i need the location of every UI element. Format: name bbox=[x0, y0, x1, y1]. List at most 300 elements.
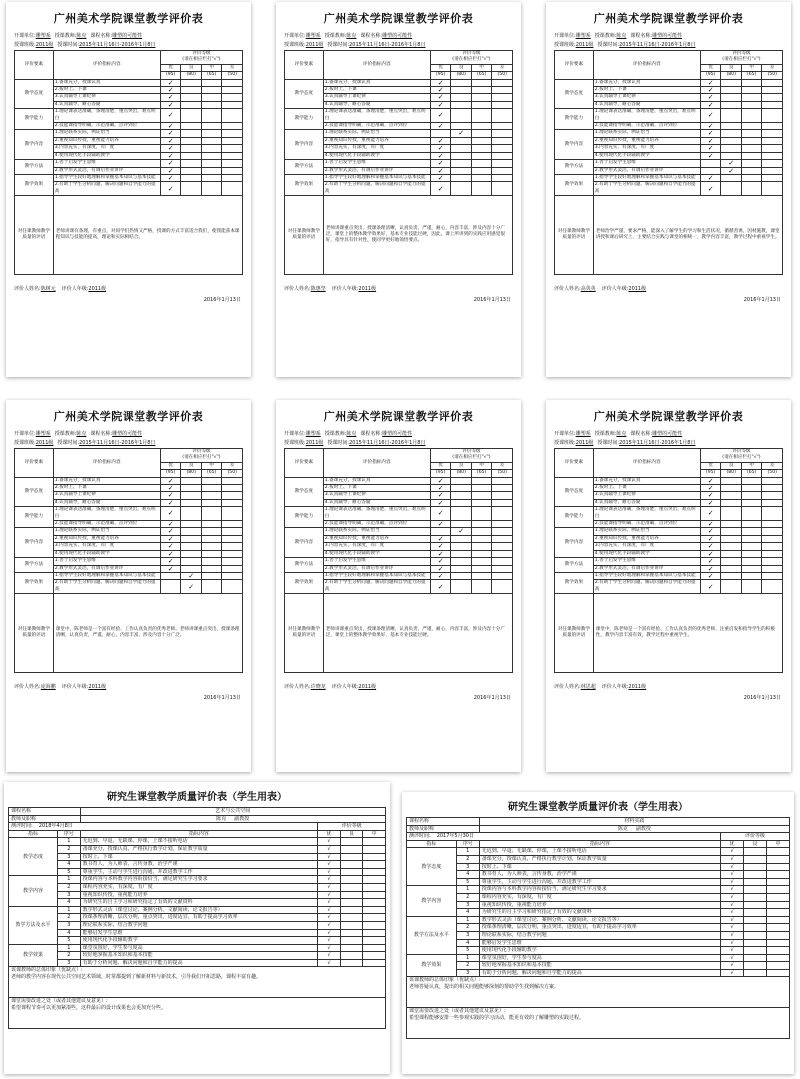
grade-cell[interactable] bbox=[222, 507, 243, 521]
check-mark-cell[interactable]: √ bbox=[721, 863, 744, 871]
grade-cell[interactable] bbox=[181, 507, 202, 521]
check-mark-cell[interactable]: √ bbox=[721, 969, 744, 977]
check-mark-cell[interactable]: ✓ bbox=[160, 123, 181, 130]
grade-cell[interactable] bbox=[222, 79, 243, 86]
grade-cell[interactable] bbox=[741, 101, 762, 108]
check-mark-cell[interactable]: ✓ bbox=[430, 580, 451, 594]
grade-cell[interactable] bbox=[222, 145, 243, 152]
grade-cell[interactable] bbox=[762, 101, 783, 108]
check-mark-cell[interactable]: ✓ bbox=[160, 492, 181, 499]
grade-cell[interactable] bbox=[721, 182, 742, 196]
grade-cell[interactable] bbox=[762, 87, 783, 94]
grade-cell[interactable] bbox=[451, 87, 472, 94]
check-mark-cell[interactable]: ✓ bbox=[160, 109, 181, 123]
check-mark-cell[interactable]: ✓ bbox=[430, 492, 451, 499]
grade-cell[interactable] bbox=[340, 891, 363, 899]
grade-cell[interactable] bbox=[451, 137, 472, 144]
grade-cell[interactable] bbox=[451, 492, 472, 499]
check-mark-cell[interactable]: √ bbox=[721, 855, 744, 863]
check-mark-cell[interactable]: ✓ bbox=[700, 485, 721, 492]
check-mark-cell[interactable]: √ bbox=[318, 959, 341, 967]
check-mark-cell[interactable]: √ bbox=[318, 853, 341, 861]
check-mark-cell[interactable]: ✓ bbox=[430, 160, 451, 167]
grade-cell[interactable] bbox=[363, 944, 386, 952]
grade-cell[interactable] bbox=[451, 535, 472, 542]
check-mark-cell[interactable]: ✓ bbox=[700, 535, 721, 542]
grade-cell[interactable] bbox=[744, 924, 767, 932]
check-mark-cell[interactable]: ✓ bbox=[700, 137, 721, 144]
grade-cell[interactable] bbox=[721, 174, 742, 181]
grade-cell[interactable] bbox=[744, 947, 767, 955]
check-mark-cell[interactable]: ✓ bbox=[700, 477, 721, 484]
grade-cell[interactable] bbox=[721, 550, 742, 557]
grade-cell[interactable] bbox=[744, 916, 767, 924]
grade-cell[interactable] bbox=[181, 109, 202, 123]
grade-cell[interactable] bbox=[492, 167, 513, 174]
grade-cell[interactable] bbox=[222, 174, 243, 181]
check-mark-cell[interactable]: √ bbox=[721, 939, 744, 947]
check-mark-cell[interactable]: ✓ bbox=[160, 535, 181, 542]
grade-cell[interactable] bbox=[201, 528, 222, 535]
grade-cell[interactable] bbox=[222, 130, 243, 137]
grade-cell[interactable] bbox=[201, 477, 222, 484]
grade-cell[interactable] bbox=[492, 145, 513, 152]
check-mark-cell[interactable]: ✓ bbox=[160, 101, 181, 108]
grade-cell[interactable] bbox=[492, 87, 513, 94]
grade-cell[interactable] bbox=[721, 485, 742, 492]
check-mark-cell[interactable]: ✓ bbox=[160, 543, 181, 550]
check-mark-cell[interactable]: ✓ bbox=[160, 152, 181, 159]
grade-cell[interactable] bbox=[721, 580, 742, 594]
grade-cell[interactable] bbox=[201, 152, 222, 159]
check-mark-cell[interactable]: ✓ bbox=[430, 87, 451, 94]
check-mark-cell[interactable]: ✓ bbox=[160, 130, 181, 137]
grade-cell[interactable] bbox=[471, 558, 492, 565]
grade-cell[interactable] bbox=[767, 909, 790, 917]
check-mark-cell[interactable]: √ bbox=[721, 947, 744, 955]
check-mark-cell[interactable]: ✓ bbox=[430, 101, 451, 108]
check-mark-cell[interactable]: ✓ bbox=[700, 550, 721, 557]
grade-cell[interactable] bbox=[340, 937, 363, 945]
grade-cell[interactable] bbox=[181, 182, 202, 196]
grade-cell[interactable] bbox=[767, 855, 790, 863]
grade-cell[interactable] bbox=[492, 550, 513, 557]
grade-cell[interactable] bbox=[363, 914, 386, 922]
grade-cell[interactable] bbox=[471, 123, 492, 130]
grade-cell[interactable] bbox=[181, 521, 202, 528]
check-mark-cell[interactable]: √ bbox=[318, 876, 341, 884]
check-mark-cell[interactable]: ✓ bbox=[430, 535, 451, 542]
grade-cell[interactable] bbox=[222, 528, 243, 535]
grade-cell[interactable] bbox=[762, 528, 783, 535]
grade-cell[interactable] bbox=[363, 899, 386, 907]
grade-cell[interactable] bbox=[471, 492, 492, 499]
check-mark-cell[interactable]: √ bbox=[721, 886, 744, 894]
check-mark-cell[interactable]: ✓ bbox=[160, 521, 181, 528]
grade-cell[interactable] bbox=[181, 535, 202, 542]
check-mark-cell[interactable]: ✓ bbox=[160, 558, 181, 565]
grade-cell[interactable] bbox=[222, 521, 243, 528]
grade-cell[interactable] bbox=[340, 853, 363, 861]
grade-cell[interactable] bbox=[762, 130, 783, 137]
grade-cell[interactable] bbox=[181, 130, 202, 137]
grade-cell[interactable] bbox=[201, 565, 222, 572]
grade-cell[interactable] bbox=[741, 109, 762, 123]
check-mark-cell[interactable]: ✓ bbox=[451, 528, 472, 535]
grade-cell[interactable] bbox=[492, 521, 513, 528]
grade-cell[interactable] bbox=[492, 79, 513, 86]
grade-cell[interactable] bbox=[451, 145, 472, 152]
grade-cell[interactable] bbox=[741, 565, 762, 572]
grade-cell[interactable] bbox=[744, 939, 767, 947]
grade-cell[interactable] bbox=[762, 492, 783, 499]
grade-cell[interactable] bbox=[363, 853, 386, 861]
grade-cell[interactable] bbox=[471, 152, 492, 159]
grade-cell[interactable] bbox=[181, 558, 202, 565]
grade-cell[interactable] bbox=[181, 528, 202, 535]
check-mark-cell[interactable]: √ bbox=[318, 868, 341, 876]
check-mark-cell[interactable]: √ bbox=[318, 891, 341, 899]
check-mark-cell[interactable]: ✓ bbox=[700, 79, 721, 86]
grade-cell[interactable] bbox=[492, 477, 513, 484]
grade-cell[interactable] bbox=[201, 130, 222, 137]
grade-cell[interactable] bbox=[741, 580, 762, 594]
grade-cell[interactable] bbox=[181, 543, 202, 550]
check-mark-cell[interactable]: √ bbox=[721, 909, 744, 917]
grade-cell[interactable] bbox=[741, 521, 762, 528]
check-mark-cell[interactable]: ✓ bbox=[160, 477, 181, 484]
check-mark-cell[interactable]: ✓ bbox=[700, 521, 721, 528]
grade-cell[interactable] bbox=[741, 543, 762, 550]
check-mark-cell[interactable]: ✓ bbox=[430, 521, 451, 528]
grade-cell[interactable] bbox=[721, 521, 742, 528]
grade-cell[interactable] bbox=[492, 572, 513, 579]
grade-cell[interactable] bbox=[201, 160, 222, 167]
grade-cell[interactable] bbox=[201, 550, 222, 557]
check-mark-cell[interactable]: ✓ bbox=[160, 182, 181, 196]
grade-cell[interactable] bbox=[762, 145, 783, 152]
check-mark-cell[interactable]: ✓ bbox=[430, 499, 451, 506]
grade-cell[interactable] bbox=[744, 954, 767, 962]
grade-cell[interactable] bbox=[741, 558, 762, 565]
check-mark-cell[interactable]: ✓ bbox=[700, 528, 721, 535]
grade-cell[interactable] bbox=[201, 492, 222, 499]
grade-cell[interactable] bbox=[222, 137, 243, 144]
grade-cell[interactable] bbox=[363, 845, 386, 853]
grade-cell[interactable] bbox=[741, 535, 762, 542]
grade-cell[interactable] bbox=[451, 109, 472, 123]
grade-cell[interactable] bbox=[201, 580, 222, 594]
check-mark-cell[interactable]: ✓ bbox=[430, 507, 451, 521]
check-mark-cell[interactable]: √ bbox=[318, 838, 341, 846]
check-mark-cell[interactable]: ✓ bbox=[721, 167, 742, 174]
grade-cell[interactable] bbox=[471, 485, 492, 492]
grade-cell[interactable] bbox=[721, 492, 742, 499]
grade-cell[interactable] bbox=[762, 558, 783, 565]
check-mark-cell[interactable]: ✓ bbox=[430, 94, 451, 101]
grade-cell[interactable] bbox=[767, 863, 790, 871]
grade-cell[interactable] bbox=[744, 878, 767, 886]
grade-cell[interactable] bbox=[492, 94, 513, 101]
grade-cell[interactable] bbox=[201, 499, 222, 506]
check-mark-cell[interactable]: √ bbox=[721, 962, 744, 970]
grade-cell[interactable] bbox=[201, 535, 222, 542]
grade-cell[interactable] bbox=[492, 152, 513, 159]
grade-cell[interactable] bbox=[451, 543, 472, 550]
grade-cell[interactable] bbox=[363, 929, 386, 937]
check-mark-cell[interactable]: √ bbox=[721, 848, 744, 856]
grade-cell[interactable] bbox=[471, 477, 492, 484]
check-mark-cell[interactable]: √ bbox=[318, 937, 341, 945]
check-mark-cell[interactable]: ✓ bbox=[700, 123, 721, 130]
grade-cell[interactable] bbox=[201, 123, 222, 130]
check-mark-cell[interactable]: ✓ bbox=[430, 167, 451, 174]
check-mark-cell[interactable]: ✓ bbox=[430, 109, 451, 123]
grade-cell[interactable] bbox=[762, 137, 783, 144]
grade-cell[interactable] bbox=[741, 485, 762, 492]
check-mark-cell[interactable]: ✓ bbox=[700, 109, 721, 123]
grade-cell[interactable] bbox=[492, 528, 513, 535]
grade-cell[interactable] bbox=[762, 485, 783, 492]
grade-cell[interactable] bbox=[451, 572, 472, 579]
grade-cell[interactable] bbox=[181, 123, 202, 130]
grade-cell[interactable] bbox=[741, 145, 762, 152]
grade-cell[interactable] bbox=[762, 182, 783, 196]
grade-cell[interactable] bbox=[201, 182, 222, 196]
grade-cell[interactable] bbox=[222, 94, 243, 101]
grade-cell[interactable] bbox=[471, 182, 492, 196]
grade-cell[interactable] bbox=[741, 507, 762, 521]
grade-cell[interactable] bbox=[363, 921, 386, 929]
check-mark-cell[interactable]: √ bbox=[318, 921, 341, 929]
grade-cell[interactable] bbox=[721, 558, 742, 565]
check-mark-cell[interactable]: ✓ bbox=[700, 507, 721, 521]
check-mark-cell[interactable]: ✓ bbox=[430, 543, 451, 550]
check-mark-cell[interactable]: ✓ bbox=[430, 137, 451, 144]
grade-cell[interactable] bbox=[721, 101, 742, 108]
grade-cell[interactable] bbox=[767, 954, 790, 962]
grade-cell[interactable] bbox=[762, 79, 783, 86]
grade-cell[interactable] bbox=[762, 123, 783, 130]
grade-cell[interactable] bbox=[492, 507, 513, 521]
grade-cell[interactable] bbox=[721, 528, 742, 535]
grade-cell[interactable] bbox=[340, 944, 363, 952]
grade-cell[interactable] bbox=[181, 174, 202, 181]
grade-cell[interactable] bbox=[363, 868, 386, 876]
check-mark-cell[interactable]: √ bbox=[318, 914, 341, 922]
check-mark-cell[interactable]: ✓ bbox=[160, 485, 181, 492]
grade-cell[interactable] bbox=[741, 174, 762, 181]
grade-cell[interactable] bbox=[340, 861, 363, 869]
grade-cell[interactable] bbox=[762, 499, 783, 506]
grade-cell[interactable] bbox=[492, 160, 513, 167]
grade-cell[interactable] bbox=[201, 167, 222, 174]
grade-cell[interactable] bbox=[201, 507, 222, 521]
check-mark-cell[interactable]: ✓ bbox=[700, 499, 721, 506]
grade-cell[interactable] bbox=[471, 137, 492, 144]
grade-cell[interactable] bbox=[741, 528, 762, 535]
grade-cell[interactable] bbox=[222, 543, 243, 550]
grade-cell[interactable] bbox=[762, 94, 783, 101]
grade-cell[interactable] bbox=[492, 101, 513, 108]
check-mark-cell[interactable]: ✓ bbox=[160, 79, 181, 86]
check-mark-cell[interactable]: ✓ bbox=[430, 550, 451, 557]
grade-cell[interactable] bbox=[340, 868, 363, 876]
grade-cell[interactable] bbox=[721, 499, 742, 506]
check-mark-cell[interactable]: ✓ bbox=[700, 94, 721, 101]
grade-cell[interactable] bbox=[451, 79, 472, 86]
check-mark-cell[interactable]: √ bbox=[721, 916, 744, 924]
grade-cell[interactable] bbox=[160, 572, 181, 579]
grade-cell[interactable] bbox=[471, 109, 492, 123]
grade-cell[interactable] bbox=[471, 565, 492, 572]
check-mark-cell[interactable]: ✓ bbox=[700, 565, 721, 572]
grade-cell[interactable] bbox=[767, 947, 790, 955]
grade-cell[interactable] bbox=[744, 969, 767, 977]
check-mark-cell[interactable]: √ bbox=[318, 952, 341, 960]
grade-cell[interactable] bbox=[767, 901, 790, 909]
grade-cell[interactable] bbox=[741, 130, 762, 137]
grade-cell[interactable] bbox=[201, 543, 222, 550]
grade-cell[interactable] bbox=[451, 160, 472, 167]
grade-cell[interactable] bbox=[471, 87, 492, 94]
grade-cell[interactable] bbox=[451, 580, 472, 594]
check-mark-cell[interactable]: √ bbox=[721, 878, 744, 886]
grade-cell[interactable] bbox=[363, 838, 386, 846]
grade-cell[interactable] bbox=[201, 87, 222, 94]
grade-cell[interactable] bbox=[767, 939, 790, 947]
grade-cell[interactable] bbox=[222, 182, 243, 196]
grade-cell[interactable] bbox=[744, 931, 767, 939]
grade-cell[interactable] bbox=[767, 924, 790, 932]
check-mark-cell[interactable]: ✓ bbox=[700, 580, 721, 594]
grade-cell[interactable] bbox=[222, 492, 243, 499]
grade-cell[interactable] bbox=[222, 558, 243, 565]
grade-cell[interactable] bbox=[181, 101, 202, 108]
grade-cell[interactable] bbox=[451, 565, 472, 572]
grade-cell[interactable] bbox=[721, 565, 742, 572]
check-mark-cell[interactable]: √ bbox=[318, 861, 341, 869]
grade-cell[interactable] bbox=[741, 572, 762, 579]
grade-cell[interactable] bbox=[471, 550, 492, 557]
grade-cell[interactable] bbox=[471, 101, 492, 108]
check-mark-cell[interactable]: ✓ bbox=[700, 558, 721, 565]
check-mark-cell[interactable]: ✓ bbox=[160, 174, 181, 181]
grade-cell[interactable] bbox=[222, 160, 243, 167]
grade-cell[interactable] bbox=[181, 137, 202, 144]
grade-cell[interactable] bbox=[741, 79, 762, 86]
check-mark-cell[interactable]: ✓ bbox=[430, 558, 451, 565]
grade-cell[interactable] bbox=[340, 845, 363, 853]
grade-cell[interactable] bbox=[201, 137, 222, 144]
grade-cell[interactable] bbox=[471, 167, 492, 174]
grade-cell[interactable] bbox=[471, 145, 492, 152]
grade-cell[interactable] bbox=[451, 101, 472, 108]
check-mark-cell[interactable]: √ bbox=[721, 901, 744, 909]
check-mark-cell[interactable]: ✓ bbox=[700, 130, 721, 137]
check-mark-cell[interactable]: √ bbox=[721, 871, 744, 879]
grade-cell[interactable] bbox=[451, 94, 472, 101]
check-mark-cell[interactable]: ✓ bbox=[430, 572, 451, 579]
check-mark-cell[interactable]: √ bbox=[721, 931, 744, 939]
grade-cell[interactable] bbox=[340, 906, 363, 914]
grade-cell[interactable] bbox=[201, 521, 222, 528]
grade-cell[interactable] bbox=[744, 901, 767, 909]
grade-cell[interactable] bbox=[363, 959, 386, 967]
check-mark-cell[interactable]: ✓ bbox=[430, 152, 451, 159]
grade-cell[interactable] bbox=[363, 883, 386, 891]
grade-cell[interactable] bbox=[492, 137, 513, 144]
grade-cell[interactable] bbox=[181, 477, 202, 484]
grade-cell[interactable] bbox=[744, 962, 767, 970]
grade-cell[interactable] bbox=[201, 79, 222, 86]
check-mark-cell[interactable]: ✓ bbox=[160, 94, 181, 101]
grade-cell[interactable] bbox=[721, 572, 742, 579]
grade-cell[interactable] bbox=[767, 848, 790, 856]
check-mark-cell[interactable]: ✓ bbox=[160, 550, 181, 557]
grade-cell[interactable] bbox=[363, 906, 386, 914]
grade-cell[interactable] bbox=[160, 580, 181, 594]
grade-cell[interactable] bbox=[492, 182, 513, 196]
grade-cell[interactable] bbox=[741, 492, 762, 499]
grade-cell[interactable] bbox=[222, 109, 243, 123]
grade-cell[interactable] bbox=[721, 477, 742, 484]
grade-cell[interactable] bbox=[492, 543, 513, 550]
grade-cell[interactable] bbox=[471, 528, 492, 535]
grade-cell[interactable] bbox=[762, 565, 783, 572]
grade-cell[interactable] bbox=[744, 848, 767, 856]
grade-cell[interactable] bbox=[451, 167, 472, 174]
grade-cell[interactable] bbox=[471, 535, 492, 542]
grade-cell[interactable] bbox=[451, 477, 472, 484]
grade-cell[interactable] bbox=[767, 871, 790, 879]
grade-cell[interactable] bbox=[471, 79, 492, 86]
grade-cell[interactable] bbox=[721, 94, 742, 101]
grade-cell[interactable] bbox=[767, 886, 790, 894]
check-mark-cell[interactable]: ✓ bbox=[430, 79, 451, 86]
grade-cell[interactable] bbox=[222, 167, 243, 174]
check-mark-cell[interactable]: ✓ bbox=[700, 152, 721, 159]
grade-cell[interactable] bbox=[744, 863, 767, 871]
grade-cell[interactable] bbox=[222, 565, 243, 572]
grade-cell[interactable] bbox=[741, 87, 762, 94]
check-mark-cell[interactable]: √ bbox=[721, 924, 744, 932]
grade-cell[interactable] bbox=[471, 521, 492, 528]
grade-cell[interactable] bbox=[762, 580, 783, 594]
grade-cell[interactable] bbox=[181, 492, 202, 499]
grade-cell[interactable] bbox=[762, 152, 783, 159]
grade-cell[interactable] bbox=[741, 123, 762, 130]
grade-cell[interactable] bbox=[744, 886, 767, 894]
check-mark-cell[interactable]: √ bbox=[318, 944, 341, 952]
check-mark-cell[interactable]: ✓ bbox=[700, 101, 721, 108]
grade-cell[interactable] bbox=[471, 580, 492, 594]
grade-cell[interactable] bbox=[741, 182, 762, 196]
grade-cell[interactable] bbox=[201, 109, 222, 123]
grade-cell[interactable] bbox=[762, 160, 783, 167]
grade-cell[interactable] bbox=[451, 507, 472, 521]
check-mark-cell[interactable]: ✓ bbox=[160, 507, 181, 521]
grade-cell[interactable] bbox=[741, 167, 762, 174]
grade-cell[interactable] bbox=[767, 916, 790, 924]
check-mark-cell[interactable]: ✓ bbox=[160, 167, 181, 174]
grade-cell[interactable] bbox=[181, 485, 202, 492]
check-mark-cell[interactable]: ✓ bbox=[430, 182, 451, 196]
grade-cell[interactable] bbox=[451, 550, 472, 557]
grade-cell[interactable] bbox=[700, 160, 721, 167]
grade-cell[interactable] bbox=[201, 145, 222, 152]
grade-cell[interactable] bbox=[222, 572, 243, 579]
